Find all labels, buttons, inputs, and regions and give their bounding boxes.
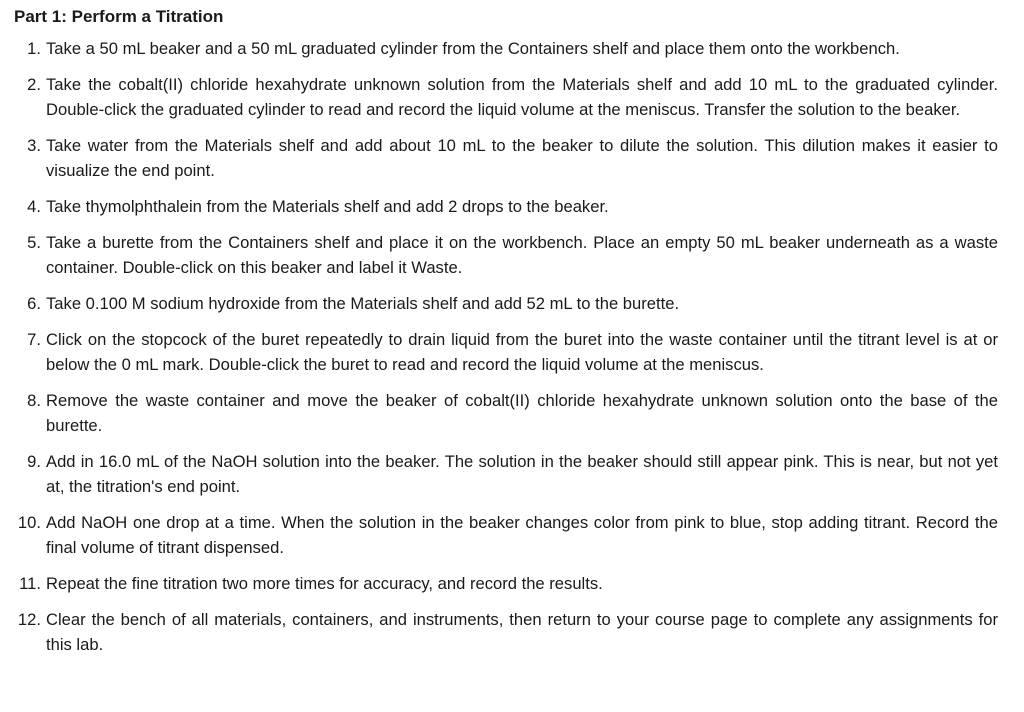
- step-text: Repeat the fine titration two more times for accuracy, and record the results.: [46, 574, 603, 593]
- step-text: Add NaOH one drop at a time. When the solution in the beaker changes color from pink to blue, stop adding titrant. Record the final volume of titrant dispensed.: [46, 513, 998, 557]
- step-text: Remove the waste container and move the beaker of cobalt(II) chloride hexahydrate unknown solution onto the base of the burette.: [46, 391, 998, 435]
- list-item: [14, 194, 998, 219]
- step-text: Take 0.100 M sodium hydroxide from the Materials shelf and add 52 mL to the burette.: [46, 294, 680, 313]
- list-item: [14, 607, 998, 657]
- step-number: 12 .: [14, 607, 41, 657]
- step-number: 10 .: [14, 510, 41, 560]
- step-text: Take water from the Materials shelf and add about 10 mL to the beaker to dilute the solution. This dilution makes it easier to visualize the end point.: [46, 136, 998, 180]
- step-number: 7 .: [14, 327, 41, 377]
- step-text: Clear the bench of all materials, containers, and instruments, then return to your course page to complete any assignments for this lab.: [46, 610, 998, 654]
- step-number: 2 .: [14, 72, 41, 122]
- step-text: Take thymolphthalein from the Materials shelf and add 2 drops to the beaker.: [46, 197, 609, 216]
- list-item: [14, 571, 998, 596]
- step-text: Add in 16.0 mL of the NaOH solution into the beaker. The solution in the beaker should still appear pink. This is near, but not yet at, the titration's end point.: [46, 452, 998, 496]
- step-number: 4 .: [14, 194, 41, 219]
- list-item: [14, 36, 998, 61]
- step-text: Click on the stopcock of the buret repeatedly to drain liquid from the buret into the waste container until the titrant level is at or below the 0 mL mark. Double-click the buret to read and record the liquid volume at the meniscus.: [46, 330, 998, 374]
- step-number: 11 .: [14, 571, 41, 596]
- step-number: 5 .: [14, 230, 41, 280]
- steps-list: [14, 36, 998, 657]
- list-item: [14, 291, 998, 316]
- list-item: [14, 388, 998, 438]
- page-title: Part 1: Perform a Titration: [14, 7, 224, 26]
- step-number: 3 .: [14, 133, 41, 183]
- step-number: 6 .: [14, 291, 41, 316]
- list-item: [14, 72, 998, 122]
- step-text: Take a burette from the Containers shelf and place it on the workbench. Place an empty 50 mL beaker underneath as a waste container. Double-click on this beaker and label it Waste.: [46, 233, 998, 277]
- step-text: Take the cobalt(II) chloride hexahydrate unknown solution from the Materials shelf and add 10 mL to the graduated cylinder. Double-click the graduated cylinder to read and record the liquid volume at the meniscus. Transfer the solution to the beaker.: [46, 75, 998, 119]
- list-item: [14, 510, 998, 560]
- step-number: 8 .: [14, 388, 41, 438]
- list-item: [14, 230, 998, 280]
- list-item: [14, 449, 998, 499]
- list-item: [14, 327, 998, 377]
- list-item: [14, 133, 998, 183]
- step-number: 1 .: [14, 36, 41, 61]
- step-text: Take a 50 mL beaker and a 50 mL graduated cylinder from the Containers shelf and place them onto the workbench.: [46, 39, 900, 58]
- step-number: 9 .: [14, 449, 41, 499]
